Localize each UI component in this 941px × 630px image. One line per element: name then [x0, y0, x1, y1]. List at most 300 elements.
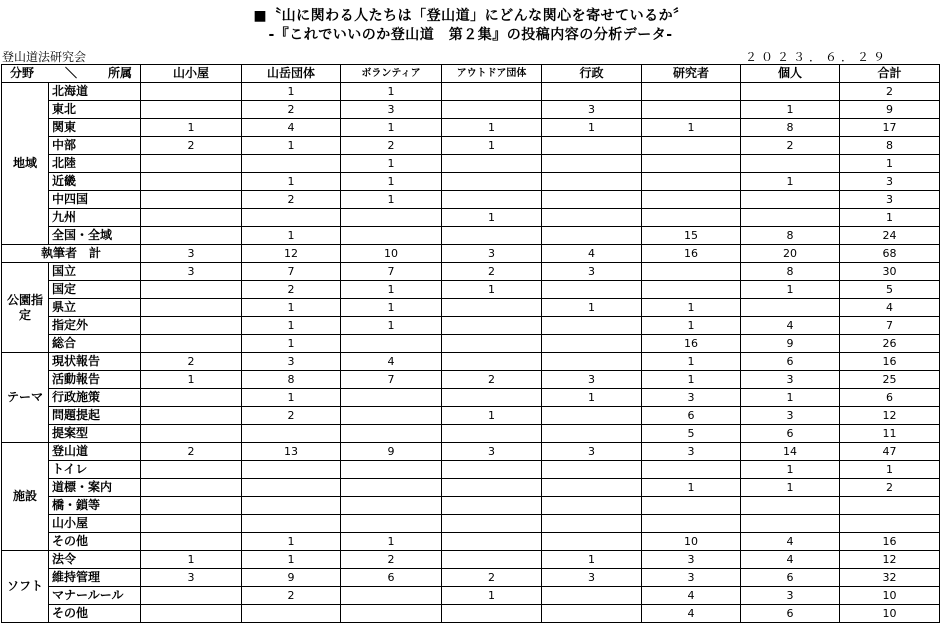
- table-cell: [542, 461, 642, 479]
- table-cell: 15: [642, 227, 741, 245]
- row-label: 国立: [49, 263, 141, 281]
- row-label: トイレ: [49, 461, 141, 479]
- table-cell: 3: [141, 569, 242, 587]
- table-cell: [642, 101, 741, 119]
- table-cell: [542, 281, 642, 299]
- table-cell: [542, 479, 642, 497]
- table-cell: 3: [741, 371, 840, 389]
- table-cell: 3: [242, 353, 341, 371]
- table-cell: [141, 83, 242, 101]
- row-label: 山小屋: [49, 515, 141, 533]
- table-row: [2, 83, 940, 101]
- table-row: [2, 137, 940, 155]
- table-cell: 14: [741, 443, 840, 461]
- table-row: [2, 191, 940, 209]
- table-cell: [642, 263, 741, 281]
- header-corner: [2, 65, 141, 83]
- table-cell: 1: [542, 119, 642, 137]
- table-cell: [542, 335, 642, 353]
- table-row: [2, 605, 940, 623]
- table-cell: [542, 227, 642, 245]
- table-row: [2, 281, 940, 299]
- table-cell: 8: [741, 263, 840, 281]
- group-label: ソフト: [2, 551, 49, 623]
- row-label: 現状報告: [49, 353, 141, 371]
- table-cell: [341, 479, 442, 497]
- table-cell: 1: [642, 353, 741, 371]
- table-cell: [442, 317, 542, 335]
- table-cell: [442, 389, 542, 407]
- table-cell: 2: [442, 569, 542, 587]
- table-cell: 2: [242, 587, 341, 605]
- column-header: 個人: [741, 65, 840, 83]
- table-cell: 1: [741, 101, 840, 119]
- row-total-cell: 1: [840, 461, 940, 479]
- table-cell: [542, 587, 642, 605]
- row-label: 提案型: [49, 425, 141, 443]
- table-row: [2, 389, 940, 407]
- table-row: [2, 119, 940, 137]
- row-total-cell: 2: [840, 479, 940, 497]
- table-cell: [542, 191, 642, 209]
- table-cell: [642, 137, 741, 155]
- table-cell: 1: [141, 551, 242, 569]
- total-cell: 3: [442, 245, 542, 263]
- table-cell: [442, 191, 542, 209]
- table-row: [2, 497, 940, 515]
- table-cell: [542, 497, 642, 515]
- table-cell: 1: [542, 551, 642, 569]
- table-row: [2, 227, 940, 245]
- row-label: 維持管理: [49, 569, 141, 587]
- table-row: [2, 587, 940, 605]
- table-cell: [542, 209, 642, 227]
- table-row: [2, 299, 940, 317]
- table-body: [2, 65, 940, 623]
- table-cell: [542, 605, 642, 623]
- table-cell: [542, 137, 642, 155]
- table-cell: 3: [542, 443, 642, 461]
- table-row: [2, 371, 940, 389]
- table-cell: [242, 461, 341, 479]
- table-cell: [242, 209, 341, 227]
- table-cell: [741, 299, 840, 317]
- row-total-cell: 10: [840, 605, 940, 623]
- column-header: 研究者: [642, 65, 741, 83]
- row-total-cell: 1: [840, 209, 940, 227]
- column-header: 山小屋: [141, 65, 242, 83]
- analysis-table: [1, 64, 940, 623]
- row-label: 橋・鎖等: [49, 497, 141, 515]
- table-cell: [341, 407, 442, 425]
- table-cell: 1: [242, 533, 341, 551]
- group-label: テーマ: [2, 353, 49, 443]
- table-cell: 1: [642, 119, 741, 137]
- table-cell: 1: [442, 137, 542, 155]
- table-cell: [442, 479, 542, 497]
- column-header: 山岳団体: [242, 65, 341, 83]
- total-cell: 16: [642, 245, 741, 263]
- row-total-cell: [840, 497, 940, 515]
- table-cell: 1: [242, 173, 341, 191]
- row-label: 法令: [49, 551, 141, 569]
- total-cell: 10: [341, 245, 442, 263]
- table-cell: [141, 587, 242, 605]
- row-total-cell: 47: [840, 443, 940, 461]
- row-total-cell: [840, 515, 940, 533]
- table-cell: 2: [442, 371, 542, 389]
- table-cell: 1: [242, 299, 341, 317]
- table-row: [2, 353, 940, 371]
- row-label: 近畿: [49, 173, 141, 191]
- row-label: 問題提起: [49, 407, 141, 425]
- table-cell: 2: [141, 137, 242, 155]
- table-cell: 1: [242, 83, 341, 101]
- table-cell: [741, 83, 840, 101]
- total-cell: 68: [840, 245, 940, 263]
- table-cell: 3: [642, 443, 741, 461]
- table-cell: 1: [341, 173, 442, 191]
- table-cell: 3: [542, 371, 642, 389]
- row-label: 行政施策: [49, 389, 141, 407]
- row-total-cell: 9: [840, 101, 940, 119]
- table-cell: 1: [642, 317, 741, 335]
- table-cell: [141, 407, 242, 425]
- table-cell: 1: [341, 317, 442, 335]
- table-cell: [542, 173, 642, 191]
- table-cell: 1: [741, 389, 840, 407]
- table-cell: 4: [741, 533, 840, 551]
- table-cell: 5: [642, 425, 741, 443]
- table-cell: [341, 209, 442, 227]
- table-cell: [741, 155, 840, 173]
- table-cell: [242, 479, 341, 497]
- table-cell: [341, 587, 442, 605]
- column-header: ボランティア: [341, 65, 442, 83]
- table-cell: 1: [242, 137, 341, 155]
- table-cell: 1: [242, 317, 341, 335]
- table-cell: [542, 515, 642, 533]
- table-cell: [642, 497, 741, 515]
- table-cell: 4: [642, 587, 741, 605]
- table-cell: [442, 353, 542, 371]
- table-cell: [242, 515, 341, 533]
- table-row: [2, 461, 940, 479]
- table-cell: 3: [341, 101, 442, 119]
- table-row: [2, 101, 940, 119]
- table-cell: 2: [341, 137, 442, 155]
- group-label: 地域: [2, 83, 49, 245]
- row-label: 九州: [49, 209, 141, 227]
- table-cell: 1: [341, 155, 442, 173]
- table-cell: 3: [542, 569, 642, 587]
- group-label: 公園指定: [2, 263, 49, 353]
- table-cell: 9: [741, 335, 840, 353]
- table-cell: [542, 425, 642, 443]
- table-cell: 3: [141, 263, 242, 281]
- table-cell: [141, 299, 242, 317]
- row-total-cell: 12: [840, 551, 940, 569]
- table-cell: 1: [642, 479, 741, 497]
- table-cell: 3: [642, 569, 741, 587]
- row-label: 北海道: [49, 83, 141, 101]
- table-cell: [442, 155, 542, 173]
- table-cell: [542, 155, 642, 173]
- table-cell: 4: [741, 317, 840, 335]
- table-cell: 7: [341, 371, 442, 389]
- table-cell: [141, 335, 242, 353]
- header-row: [2, 65, 940, 83]
- table-cell: 13: [242, 443, 341, 461]
- table-cell: [141, 425, 242, 443]
- table-cell: 6: [741, 353, 840, 371]
- table-cell: [741, 497, 840, 515]
- table-cell: [442, 461, 542, 479]
- table-cell: 6: [741, 425, 840, 443]
- row-total-cell: 11: [840, 425, 940, 443]
- table-cell: 2: [242, 101, 341, 119]
- table-row: [2, 551, 940, 569]
- table-cell: [341, 389, 442, 407]
- row-total-cell: 1: [840, 155, 940, 173]
- table-cell: [442, 299, 542, 317]
- table-cell: 2: [442, 263, 542, 281]
- table-cell: [141, 317, 242, 335]
- table-cell: [141, 479, 242, 497]
- row-label: 活動報告: [49, 371, 141, 389]
- row-label: 国定: [49, 281, 141, 299]
- table-cell: 4: [341, 353, 442, 371]
- table-cell: 1: [741, 173, 840, 191]
- table-cell: [341, 425, 442, 443]
- total-cell: 3: [141, 245, 242, 263]
- corner-separator: ＼: [64, 66, 77, 80]
- table-cell: 2: [242, 191, 341, 209]
- row-label: 全国・全域: [49, 227, 141, 245]
- table-cell: 3: [542, 263, 642, 281]
- total-cell: 12: [242, 245, 341, 263]
- table-cell: [141, 389, 242, 407]
- table-cell: [442, 83, 542, 101]
- table-cell: [141, 209, 242, 227]
- table-cell: 1: [741, 461, 840, 479]
- table-cell: [141, 191, 242, 209]
- total-cell: 4: [542, 245, 642, 263]
- table-cell: 1: [141, 119, 242, 137]
- table-cell: [141, 605, 242, 623]
- table-cell: [242, 497, 341, 515]
- row-label: 北陸: [49, 155, 141, 173]
- table-cell: [542, 407, 642, 425]
- table-cell: 1: [741, 281, 840, 299]
- table-cell: 1: [242, 551, 341, 569]
- table-cell: [341, 605, 442, 623]
- table-cell: [741, 515, 840, 533]
- row-label: 総合: [49, 335, 141, 353]
- row-label: 中部: [49, 137, 141, 155]
- table-row: [2, 569, 940, 587]
- row-total-cell: 32: [840, 569, 940, 587]
- table-cell: 6: [741, 605, 840, 623]
- table-row: [2, 407, 940, 425]
- row-total-cell: 2: [840, 83, 940, 101]
- row-label: 東北: [49, 101, 141, 119]
- column-header: 合計: [840, 65, 940, 83]
- table-cell: 1: [642, 299, 741, 317]
- table-cell: [141, 533, 242, 551]
- table-cell: [642, 191, 741, 209]
- row-total-cell: 7: [840, 317, 940, 335]
- table-cell: [442, 101, 542, 119]
- table-cell: 3: [741, 407, 840, 425]
- table-cell: 4: [642, 605, 741, 623]
- table-cell: [642, 461, 741, 479]
- table-cell: [442, 551, 542, 569]
- table-cell: 8: [741, 227, 840, 245]
- row-label: 指定外: [49, 317, 141, 335]
- row-label: 県立: [49, 299, 141, 317]
- table-cell: 2: [242, 407, 341, 425]
- corner-label-field: 分野: [10, 66, 35, 80]
- table-row: [2, 479, 940, 497]
- table-cell: 1: [242, 335, 341, 353]
- table-cell: 1: [341, 281, 442, 299]
- table-cell: 3: [642, 389, 741, 407]
- row-label: その他: [49, 533, 141, 551]
- table-cell: [341, 497, 442, 515]
- table-cell: [341, 335, 442, 353]
- table-cell: [542, 83, 642, 101]
- table-cell: 1: [341, 119, 442, 137]
- table-cell: 7: [242, 263, 341, 281]
- table-row: [2, 335, 940, 353]
- group-label: 施設: [2, 443, 49, 551]
- table-cell: 8: [741, 119, 840, 137]
- row-total-cell: 26: [840, 335, 940, 353]
- table-cell: [642, 281, 741, 299]
- total-label: 執筆者 計: [2, 245, 141, 263]
- table-cell: [642, 515, 741, 533]
- table-cell: [741, 209, 840, 227]
- table-cell: 1: [741, 479, 840, 497]
- table-cell: [542, 317, 642, 335]
- row-total-cell: 10: [840, 587, 940, 605]
- row-total-cell: 16: [840, 353, 940, 371]
- table-cell: [141, 281, 242, 299]
- table-cell: 1: [242, 389, 341, 407]
- table-cell: [442, 425, 542, 443]
- table-cell: 1: [442, 587, 542, 605]
- table-cell: [341, 461, 442, 479]
- table-cell: [141, 497, 242, 515]
- table-cell: [542, 533, 642, 551]
- table-cell: [341, 227, 442, 245]
- table-cell: [141, 155, 242, 173]
- table-cell: [141, 173, 242, 191]
- table-cell: 3: [741, 587, 840, 605]
- table-cell: 1: [442, 281, 542, 299]
- table-cell: 2: [341, 551, 442, 569]
- row-total-cell: 5: [840, 281, 940, 299]
- row-total-cell: 6: [840, 389, 940, 407]
- table-cell: 3: [542, 101, 642, 119]
- table-cell: 2: [242, 281, 341, 299]
- row-total-cell: 24: [840, 227, 940, 245]
- table-cell: 1: [442, 119, 542, 137]
- table-cell: [141, 515, 242, 533]
- table-cell: 2: [141, 443, 242, 461]
- row-label: マナールール: [49, 587, 141, 605]
- table-cell: [141, 227, 242, 245]
- table-cell: [642, 173, 741, 191]
- table-cell: 1: [341, 83, 442, 101]
- table-cell: 8: [242, 371, 341, 389]
- table-cell: [442, 227, 542, 245]
- table-cell: 3: [642, 551, 741, 569]
- table-cell: [141, 101, 242, 119]
- table-cell: 1: [542, 389, 642, 407]
- table-cell: [442, 515, 542, 533]
- writers-total-row: [2, 245, 940, 263]
- table-cell: 4: [741, 551, 840, 569]
- row-total-cell: 30: [840, 263, 940, 281]
- table-cell: 1: [242, 227, 341, 245]
- row-label: 関東: [49, 119, 141, 137]
- row-label: その他: [49, 605, 141, 623]
- page-subtitle: -『これでいいのか登山道 第２集』の投稿内容の分析データ-: [268, 27, 673, 43]
- table-cell: 7: [341, 263, 442, 281]
- table-cell: 3: [442, 443, 542, 461]
- row-total-cell: 12: [840, 407, 940, 425]
- table-cell: [242, 155, 341, 173]
- row-total-cell: 17: [840, 119, 940, 137]
- table-cell: [442, 335, 542, 353]
- table-cell: 1: [442, 209, 542, 227]
- table-cell: [642, 155, 741, 173]
- table-row: [2, 263, 940, 281]
- total-cell: 20: [741, 245, 840, 263]
- table-cell: 16: [642, 335, 741, 353]
- table-cell: [442, 173, 542, 191]
- table-cell: 1: [542, 299, 642, 317]
- column-header: 行政: [542, 65, 642, 83]
- table-row: [2, 155, 940, 173]
- table-cell: 9: [242, 569, 341, 587]
- table-row: [2, 515, 940, 533]
- table-cell: [341, 515, 442, 533]
- table-cell: 9: [341, 443, 442, 461]
- row-total-cell: 25: [840, 371, 940, 389]
- table-cell: 2: [741, 137, 840, 155]
- table-row: [2, 443, 940, 461]
- row-total-cell: 3: [840, 191, 940, 209]
- row-label: 登山道: [49, 443, 141, 461]
- row-total-cell: 16: [840, 533, 940, 551]
- table-cell: 1: [141, 371, 242, 389]
- table-cell: [242, 605, 341, 623]
- table-cell: [442, 605, 542, 623]
- corner-label-affiliation: 所属: [107, 66, 132, 80]
- table-cell: [642, 83, 741, 101]
- table-cell: [242, 425, 341, 443]
- row-total-cell: 3: [840, 173, 940, 191]
- table-cell: [141, 461, 242, 479]
- table-cell: 4: [242, 119, 341, 137]
- table-cell: [741, 191, 840, 209]
- table-row: [2, 425, 940, 443]
- row-label: 中四国: [49, 191, 141, 209]
- table-cell: [442, 497, 542, 515]
